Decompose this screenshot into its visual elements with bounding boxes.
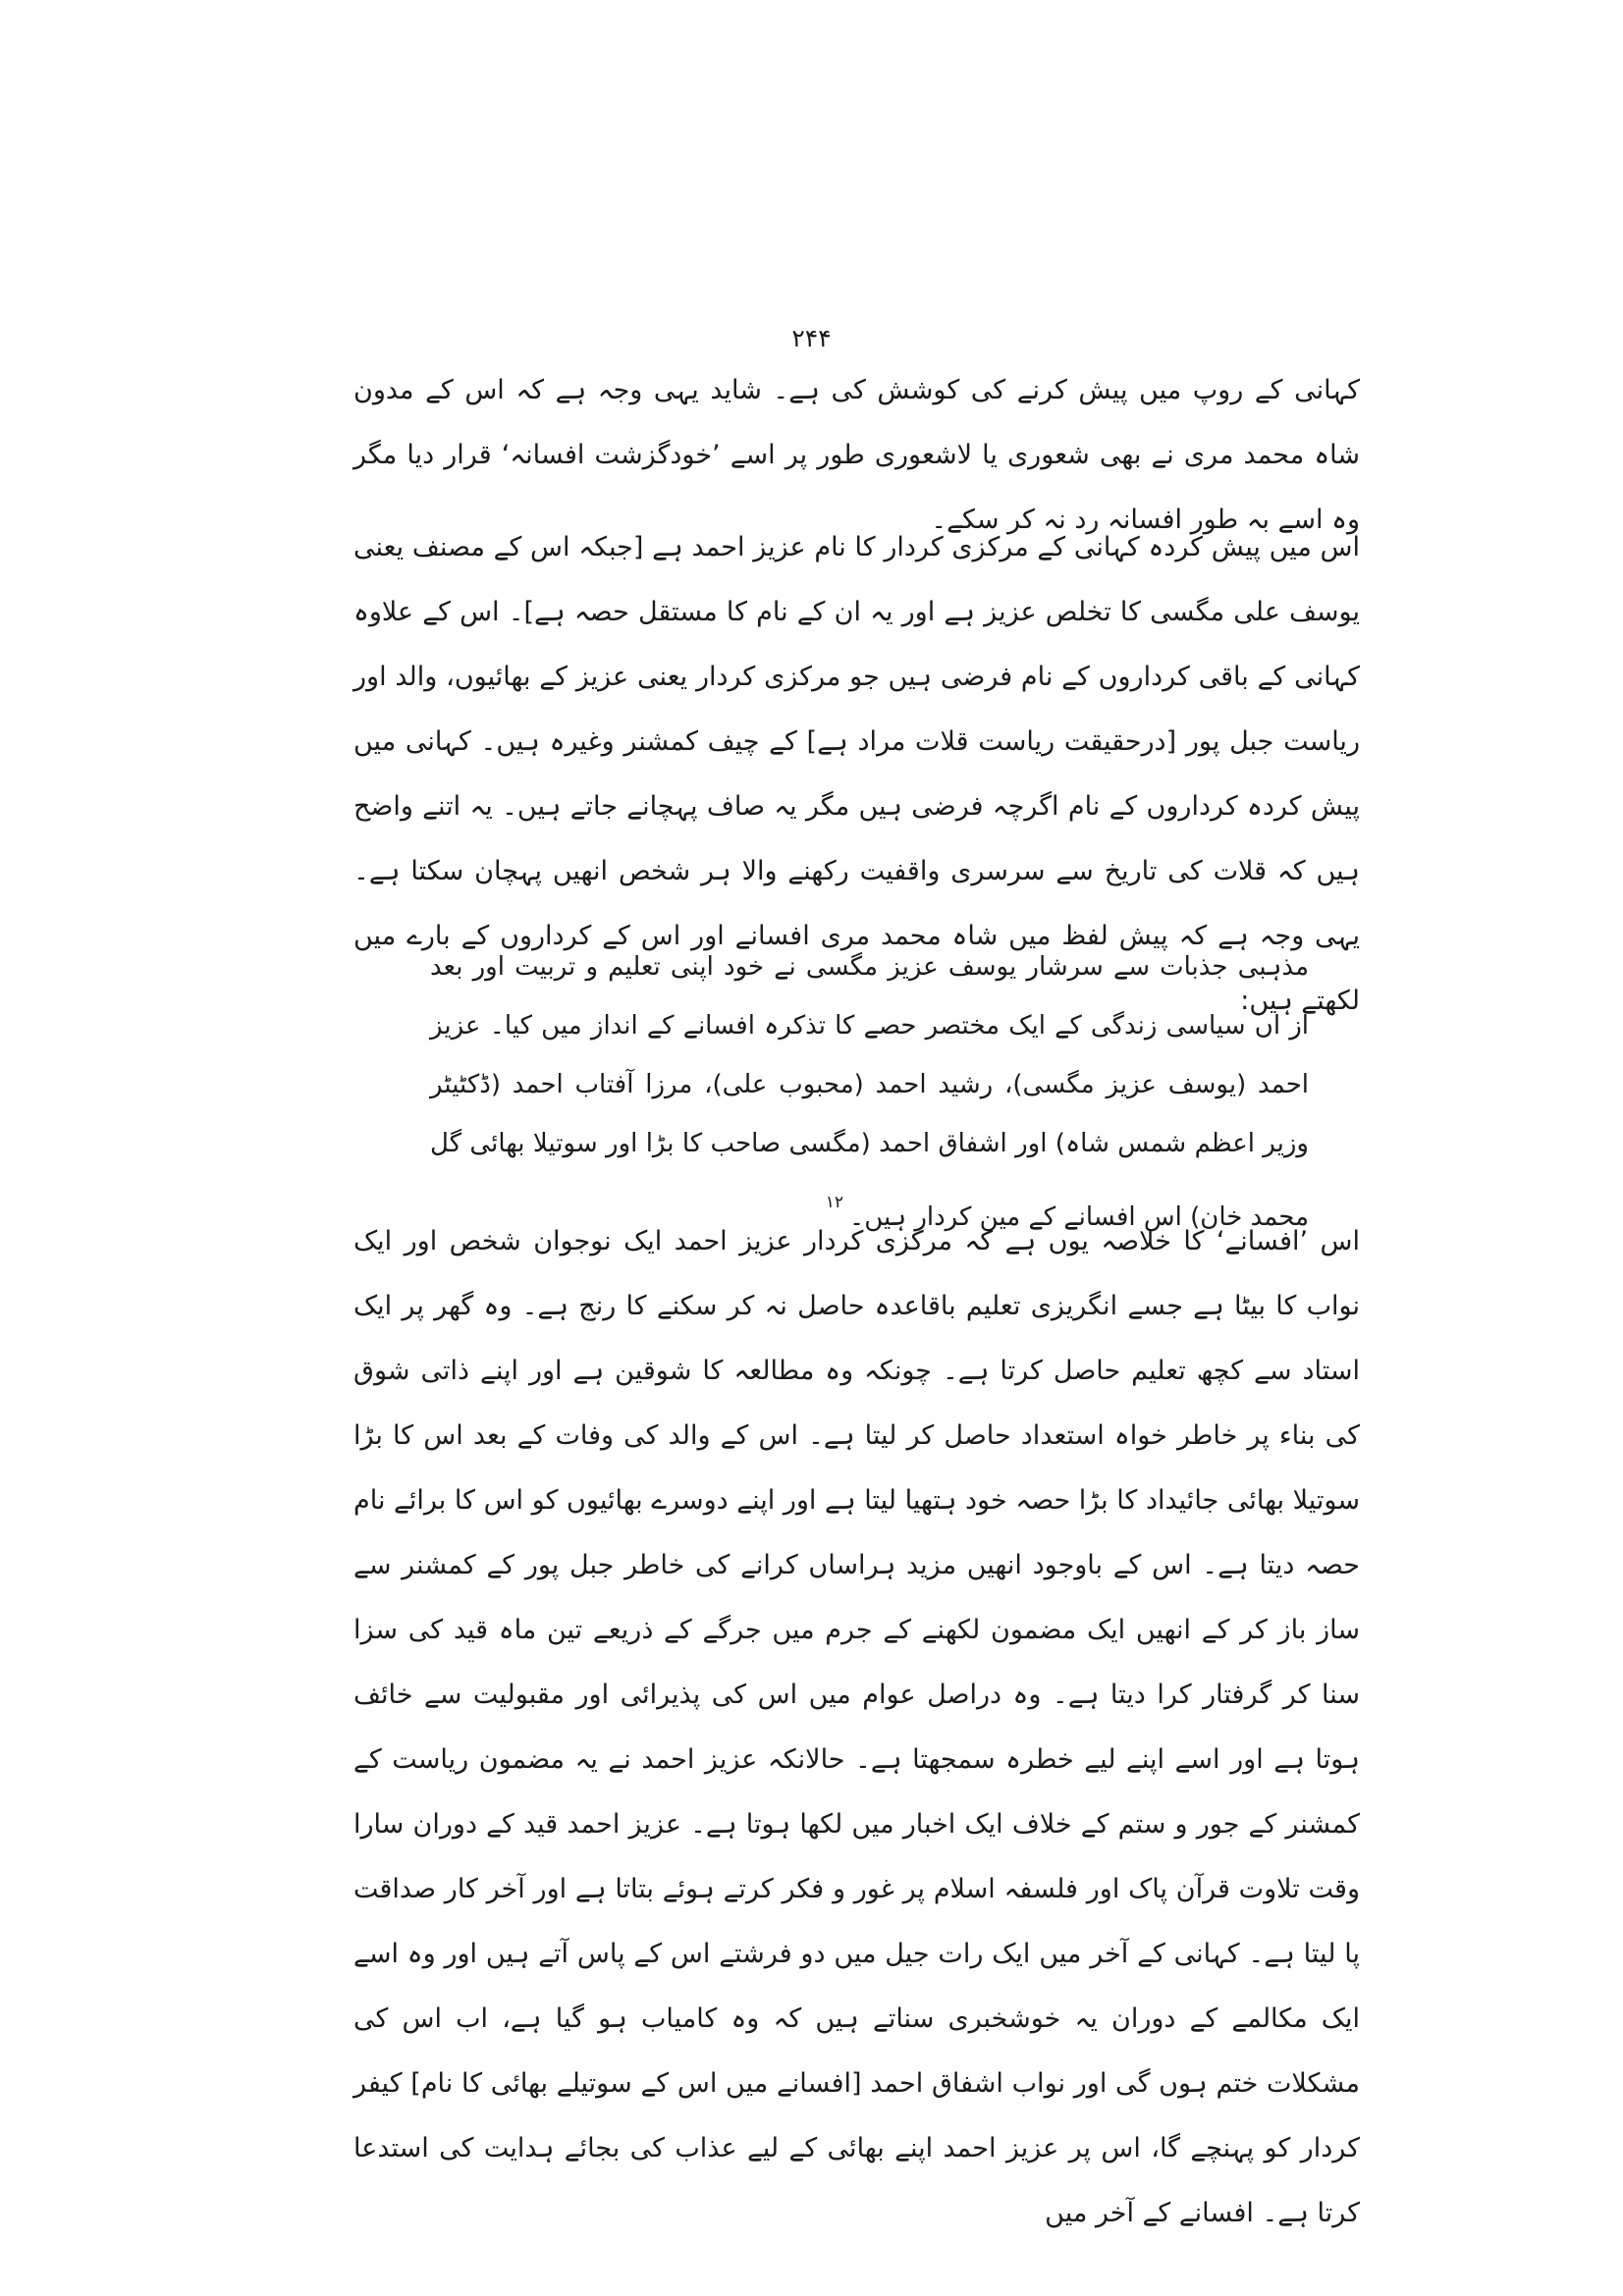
footnote-reference[interactable]: ۱۲ (825, 1193, 843, 1212)
page-number: ۲۴۴ (791, 324, 832, 352)
paragraph-intro: کہانی کے روپ میں پیش کرنے کی کوشش کی ہے۔ شاید یہی وجہ ہے کہ اس کے مدون شاہ محمد مری نے بھی شعوری یا لاشعوری طور پر اسے ’خودگزشت افسانہ‘ قرار دیا مگر وہ اسے بہ طور افسانہ رد نہ کر سکے۔ (353, 375, 1360, 535)
paragraph-summary: اس ’افسانے‘ کا خلاصہ یوں ہے کہ مرکزی کردار عزیز احمد ایک نوجوان شخص اور ایک نواب کا بیٹا ہے جسے انگریزی تعلیم باقاعدہ حاصل نہ کر سکنے کا رنج ہے۔ وہ گھر پر ایک استاد سے کچھ تعلیم حاصل کرتا ہے۔ چونکہ وہ مطالعہ کا شوقین ہے اور اپنے ذاتی شوق کی بناء پر خاطر خواہ استعداد حاصل کر لیتا ہے۔ اس کے والد کی وفات کے بعد اس کا بڑا سوتیلا بھائی جائیداد کا بڑا حصہ خود ہتھیا لیتا ہے اور اپنے دوسرے بھائیوں کو اس کا برائے نام حصہ دیتا ہے۔ اس کے باوجود انھیں مزید ہراساں کرانے کی خاطر جبل پور کے کمشنر سے ساز باز کر کے انھیں ایک مضمون لکھنے کے جرم میں جرگے کے ذریعے تین ماہ قید کی سزا سنا کر گرفتار کرا دیتا ہے۔ وہ دراصل عوام میں اس کی پذیرائی اور مقبولیت سے خائف ہوتا ہے اور اسے اپنے لیے خطرہ سمجھتا ہے۔ حالانکہ عزیز احمد نے یہ مضمون ریاست کے کمشنر کے جور و ستم کے خلاف ایک اخبار میں لکھا ہوتا ہے۔ عزیز احمد قید کے دوران سارا وقت تلاوت قرآن پاک اور فلسفہ اسلام پر غور و فکر کرتے ہوئے بتاتا ہے اور آخر کار صداقت پا لیتا ہے۔ کہانی کے آخر میں ایک رات جیل میں دو فرشتے اس کے پاس آتے ہیں اور وہ اسے ایک مکالمے کے دوران یہ خوشخبری سناتے ہیں کہ وہ کامیاب ہو گیا ہے، اب اس کی مشکلات ختم ہوں گی اور نواب اشفاق احمد [افسانے میں اس کے سوتیلے بھائی کا نام] کیفر کردار کو پہنچے گا، اس پر عزیز احمد اپنے بھائی کے لیے عذاب کی بجائے ہدایت کی استدعا کرتا ہے۔ افسانے کے آخر میں (353, 1226, 1360, 2228)
block-quote (430, 937, 1309, 1247)
paragraph-characters: اس میں پیش کردہ کہانی کے مرکزی کردار کا نام عزیز احمد ہے [جبکہ اس کے مصنف یعنی یوسف علی مگسی کا تخلص عزیز ہے اور یہ ان کے نام کا مستقل حصہ ہے]۔ اس کے علاوہ کہانی کے باقی کرداروں کے نام فرضی ہیں جو مرکزی کردار یعنی عزیز کے بھائیوں، والد اور ریاست جبل پور [درحقیقت ریاست قلات مراد ہے] کے چیف کمشنر وغیرہ ہیں۔ کہانی میں پیش کردہ کرداروں کے نام اگرچہ فرضی ہیں مگر یہ صاف پہچانے جاتے ہیں۔ یہ اتنے واضح ہیں کہ قلات کی تاریخ سے سرسری واقفیت رکھنے والا ہر شخص انھیں پہچان سکتا ہے۔ یہی وجہ ہے کہ پیش لفظ میں شاہ محمد مری افسانے اور اس کے کرداروں کے بارے میں لکھتے ہیں: (353, 532, 1360, 1016)
quote-text: مذہبی جذبات سے سرشار یوسف عزیز مگسی نے خود اپنی تعلیم و تربیت اور بعد از اں سیاسی زندگی کے ایک مختصر حصے کا تذکرہ افسانے کے انداز میں کیا۔ عزیز احمد (یوسف عزیز مگسی)، رشید احمد (محبوب علی)، مرزا آفتاب احمد (ڈکٹیٹر وزیر اعظم شمس شاہ) اور اشفاق احمد (مگسی صاحب کا بڑا اور سوتیلا بھائی گل محمد خان) اس افسانے کے مین کردار ہیں۔ (430, 952, 1309, 1232)
